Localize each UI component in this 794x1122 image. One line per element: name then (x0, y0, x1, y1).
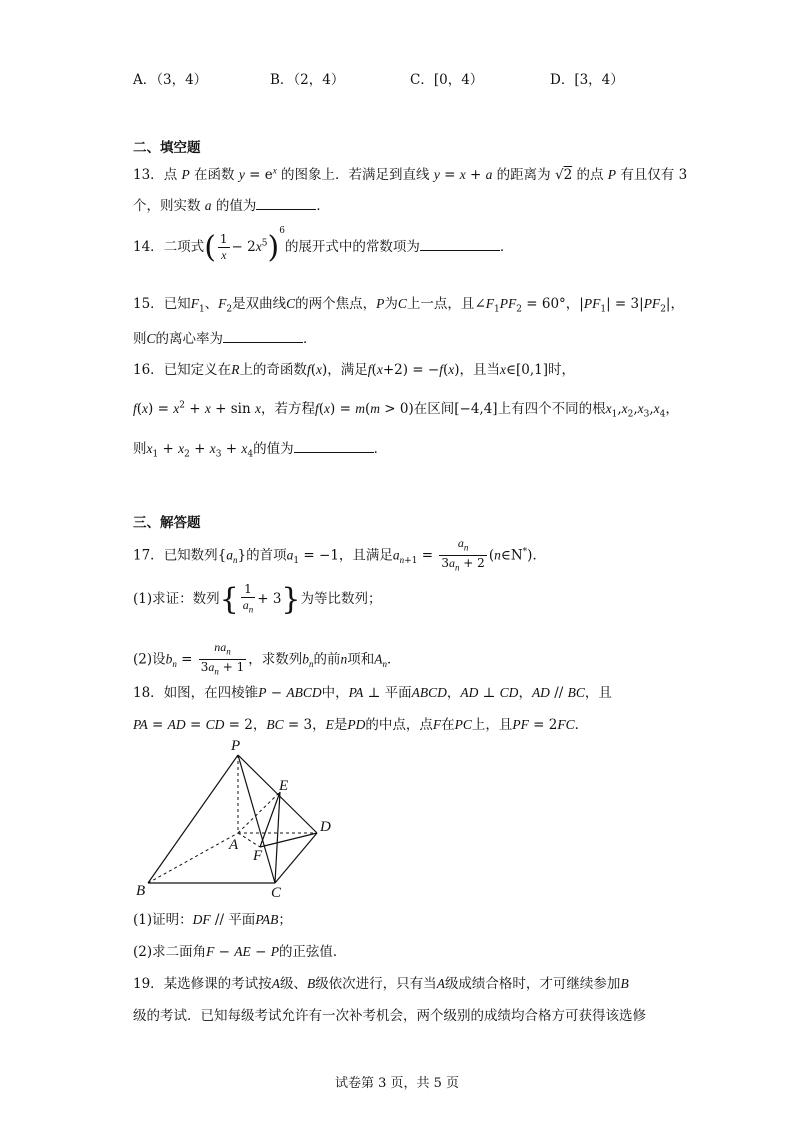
label-a: A (229, 837, 239, 853)
label-d: D (320, 819, 331, 835)
answer-blank[interactable] (223, 330, 303, 343)
question-18-part1: (1)证明：DF // 平面PAB； (133, 912, 292, 928)
option-c (410, 68, 483, 88)
label-b: B (136, 883, 146, 899)
section-title-solutions: 三、解答题 (133, 515, 201, 531)
question-16-line1: 16．已知定义在R上的奇函数f(x)，满足f(x+2) = −f(x)，且当x∈[0,1]时， (133, 362, 576, 378)
question-16-line2: $f(x) = x^2 + x + \sin x$，若方程f(x) = m(m > 0)在区间[−4,4]上有四个不同的根$x_1,x_2,x_3,x_4$， (133, 400, 679, 420)
answer-blank[interactable] (256, 197, 316, 210)
question-18-part2: (2)求二面角F − AE − P的正弦值． (133, 944, 347, 960)
label-p: P (231, 738, 241, 754)
option-d (550, 68, 624, 88)
option-label: C． (410, 72, 434, 88)
question-14: 14．二项式( $\frac{1}{x}$ − $2x^5)^6$的展开式中的常数项为 ． (133, 226, 514, 265)
option-value: [3，4） (574, 72, 624, 88)
answer-blank[interactable] (294, 440, 374, 453)
option-label: A． (133, 72, 157, 88)
question-16-line3: 则$x_1 + x_2 + x_3 + x_4$的值为 ． (133, 441, 388, 460)
option-value: （2，4） (293, 72, 345, 88)
label-e: E (279, 778, 289, 794)
question-19-line2: 级的考试．已知每级考试允许有一次补考机会，两个级别的成绩均合格方可获得该选修 (133, 1008, 646, 1024)
option-value: （3，4） (156, 72, 208, 88)
option-a (133, 68, 207, 88)
question-15-line1: 15．已知$F_1$、$F_2$是双曲线C的两个焦点，P为C上一点，且$\angle F_1PF_2 = 60^\circ$，$|PF_1| = 3|PF_2|$， (133, 296, 684, 315)
question-18-line2: PA = AD = CD = 2，BC = 3，E是PD的中点，点F在PC上，且PF = 2FC． (133, 717, 589, 733)
option-label: B． (270, 72, 294, 88)
label-f: F (253, 848, 263, 864)
label-c: C (271, 885, 282, 901)
option-b (270, 68, 344, 88)
section-title-fill-in: 二、填空题 (133, 140, 201, 156)
question-18-line1: 18．如图，在四棱锥P − ABCD中，PA ⊥ 平面ABCD，AD ⊥ CD，AD // BC，且 (133, 685, 612, 701)
question-17-line1: 17．已知数列$\{a_n\}$的首项$a_1 = -1$，且满足$a_{n+1}$ = $\frac{a_n}{3a_n + 2}$ (n∈N*)． (133, 536, 546, 573)
pyramid-figure (130, 735, 350, 905)
option-value: [0，4） (433, 72, 484, 88)
question-17-part2: (2)设$b_n$ = $\frac{na_n}{3a_n + 1}$ ，求数列$b_n$的前n项和$A_n$． (133, 640, 401, 677)
question-17-part1: (1)求证：数列{ $\frac{1}{a_n}$ + 3}为等比数列； (133, 582, 382, 618)
option-label: D． (550, 72, 575, 88)
question-19-line1: 19．某选修课的考试按A级、B级依次进行，只有当A级成绩合格时，才可继续参加B (133, 976, 629, 992)
question-13-line1: 13．点 P 在函数 $y = e^x$ 的图象上．若满足到直线 y = x + a 的距离为 √2 的点 P 有且仅有 3 (133, 165, 688, 183)
page-footer: 试卷第 3 页，共 5 页 (334, 1076, 460, 1091)
answer-blank[interactable] (420, 238, 500, 251)
question-15-line2: 则C的离心率为 ． (133, 331, 317, 347)
question-13-line2: 个，则实数 a 的值为 ． (133, 198, 330, 214)
